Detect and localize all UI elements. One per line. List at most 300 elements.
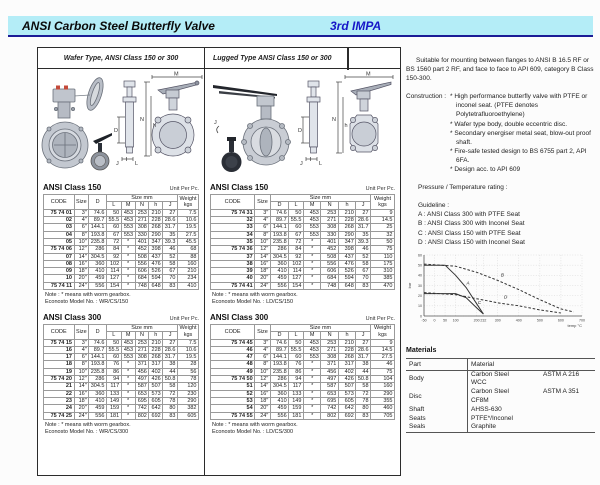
spec-row xyxy=(44,376,199,383)
spec-cell: 10" xyxy=(255,238,271,245)
spec-cell: 8" xyxy=(74,361,89,368)
spec-cell: 410 xyxy=(270,268,288,275)
spec-cell: 18" xyxy=(74,268,89,275)
spec-cell: 594 xyxy=(338,275,355,282)
spec-cell: 6" xyxy=(74,354,89,361)
spec-cell: 228 xyxy=(149,346,163,353)
spec-cell: 193.8 xyxy=(90,231,105,238)
materials-col-material: Material xyxy=(468,358,596,370)
spec-row xyxy=(44,390,199,397)
spec-cell: 10.6 xyxy=(177,346,198,353)
lugged-class150-heading: ANSI Class 150 xyxy=(210,183,269,192)
spec-cell: 308 xyxy=(135,224,149,231)
pt-rating-heading: Pressure / Temperature rating : xyxy=(418,184,508,192)
wafer-class150-table xyxy=(43,194,199,290)
spec-cell: 154 xyxy=(106,282,121,289)
unit-label: Unit Per Pc. xyxy=(169,186,199,192)
wafer-outline-front xyxy=(144,75,202,156)
spec-cell: 437 xyxy=(149,253,163,260)
spec-cell: 58 xyxy=(163,260,178,267)
spec-cell: 605 xyxy=(177,412,198,419)
col-header: CODE xyxy=(211,195,255,210)
spec-cell: 31.7 xyxy=(164,224,176,231)
spec-cell: 160 xyxy=(177,260,198,267)
spec-row xyxy=(44,354,199,361)
spec-cell: 268 xyxy=(338,224,355,231)
spec-cell: 401 xyxy=(135,238,149,245)
spec-cell: 556 xyxy=(270,282,288,289)
wafer-class150-section xyxy=(38,183,204,307)
spec-row xyxy=(44,231,199,238)
spec-cell: * xyxy=(121,275,135,282)
spec-cell: * xyxy=(121,398,135,405)
spec-cell: 802 xyxy=(135,412,149,419)
spec-cell: 92 xyxy=(289,253,304,260)
materials-col-part: Part xyxy=(406,358,468,370)
spec-row xyxy=(211,361,395,368)
spec-cell: 17 xyxy=(44,354,75,361)
spec-cell: 459 xyxy=(270,405,288,412)
lever-valve-photo-icon xyxy=(213,85,291,165)
spec-cell: 556 xyxy=(321,260,338,267)
spec-cell: 476 xyxy=(338,260,355,267)
spec-cell: 39.3 xyxy=(164,238,176,245)
dim-label-j: J xyxy=(214,120,217,126)
spec-cell: 50.8 xyxy=(357,376,369,383)
guideline-item: C : ANSI Class 150 with PTFE Seat xyxy=(418,229,521,237)
material-name: Graphite xyxy=(471,423,496,431)
material-part: Seats xyxy=(406,415,468,424)
spec-cell: 102 xyxy=(289,260,304,267)
spec-cell: 75 74 36 xyxy=(211,246,255,253)
spec-row xyxy=(211,231,395,238)
col-header: M xyxy=(121,202,135,209)
material-spec: ASTM A 216 WCC xyxy=(471,370,580,387)
spec-cell: 453 xyxy=(303,339,320,346)
svg-text:232: 232 xyxy=(480,318,487,323)
spec-cell: 75 74 01 xyxy=(44,209,75,216)
col-header: Weight kgs xyxy=(177,324,198,339)
spec-cell: 587 xyxy=(321,383,338,390)
dim-label-j2: J xyxy=(300,161,303,167)
svg-text:40: 40 xyxy=(418,273,422,278)
spec-row xyxy=(44,383,199,390)
spec-cell: 55.5 xyxy=(290,346,302,353)
spec-cell: 23 xyxy=(44,398,75,405)
guideline-heading: Guideline : xyxy=(418,202,450,210)
spec-cell: * xyxy=(303,390,320,397)
spec-row xyxy=(44,339,199,346)
spec-cell: 556 xyxy=(135,260,149,267)
spec-cell: 27 xyxy=(163,339,178,346)
spec-cell: 330 xyxy=(321,231,338,238)
spec-cell: 48 xyxy=(211,361,255,368)
spec-cell: 67 xyxy=(289,231,304,238)
spec-cell: 210 xyxy=(177,268,198,275)
spec-cell: 453 xyxy=(121,339,135,346)
spec-cell: 24" xyxy=(74,282,89,289)
spec-row xyxy=(44,224,199,231)
material-name: Carbon Steel xyxy=(471,370,509,378)
spec-cell: 304.5 xyxy=(90,253,105,260)
dim-label-n: N xyxy=(140,117,144,123)
info-column xyxy=(406,56,595,433)
spec-cell: 18 xyxy=(44,361,75,368)
construction-block xyxy=(406,92,595,174)
spec-row xyxy=(44,282,199,289)
wafer-class300-section xyxy=(38,313,204,437)
spec-cell: 371 xyxy=(135,361,149,368)
spec-cell: 347 xyxy=(338,238,355,245)
wafer-panel xyxy=(38,48,205,475)
lugged-class150-note: Note : * means with worm gearbox. xyxy=(212,292,298,299)
materials-row xyxy=(406,415,595,424)
col-header: h xyxy=(338,202,355,209)
spec-cell: 86 xyxy=(289,368,304,375)
col-header: Size mm xyxy=(270,195,370,202)
spec-cell: 360 xyxy=(89,390,107,397)
spec-cell: 05 xyxy=(44,238,75,245)
guideline-list xyxy=(418,210,595,246)
spec-cell: 642 xyxy=(149,405,163,412)
spec-cell: 268 xyxy=(338,354,355,361)
spec-cell: 587 xyxy=(135,383,149,390)
col-header: Weight kgs xyxy=(371,324,395,339)
spec-cell: 705 xyxy=(371,412,395,419)
spec-cell: 12" xyxy=(255,376,271,383)
svg-text:10: 10 xyxy=(418,303,422,308)
spec-cell: 04 xyxy=(44,231,75,238)
construction-item: * Wafer type body, double eccentric disc. xyxy=(450,120,568,128)
dim-label-n: N xyxy=(332,117,336,123)
svg-text:20: 20 xyxy=(418,293,422,298)
col-header: h xyxy=(338,332,355,339)
spec-cell: 55.5 xyxy=(290,216,302,223)
materials-table xyxy=(406,358,595,433)
spec-cell: * xyxy=(303,268,320,275)
spec-cell: 410 xyxy=(270,398,288,405)
spec-cell: 3" xyxy=(74,209,89,216)
col-header: L xyxy=(106,332,121,339)
spec-cell: 648 xyxy=(338,282,355,289)
spec-cell: 230 xyxy=(177,390,198,397)
col-header: J xyxy=(356,332,371,339)
spec-cell: 18" xyxy=(255,268,271,275)
svg-text:700: 700 xyxy=(579,318,585,323)
spec-cell: 72 xyxy=(163,390,178,397)
spec-cell: 235.8 xyxy=(270,368,288,375)
spec-cell: 253 xyxy=(321,209,338,216)
spec-cell: 50 xyxy=(106,209,121,216)
spec-cell: 144.1 xyxy=(90,224,105,231)
spec-cell: 286 xyxy=(270,376,288,383)
spec-cell: 456 xyxy=(135,368,149,375)
spec-cell: 28.6 xyxy=(357,346,369,353)
spec-cell: 09 xyxy=(44,268,75,275)
spec-cell: 149 xyxy=(289,398,304,405)
lugged-valve-illustration xyxy=(205,69,397,181)
spec-cell: 290 xyxy=(338,231,355,238)
spec-row xyxy=(44,412,199,419)
col-header: CODE xyxy=(44,324,75,339)
spec-cell: * xyxy=(303,368,320,375)
spec-cell: 67 xyxy=(106,231,121,238)
spec-cell: 60 xyxy=(106,354,121,361)
spec-cell: * xyxy=(121,368,135,375)
spec-cell: * xyxy=(303,376,320,383)
spec-cell: 75 74 41 xyxy=(211,282,255,289)
col-header: J xyxy=(163,332,178,339)
spec-cell: 84 xyxy=(106,246,121,253)
spec-cell: 7.5 xyxy=(177,209,198,216)
svg-text:400: 400 xyxy=(515,318,522,323)
col-header: L xyxy=(289,332,304,339)
spec-cell: 286 xyxy=(270,246,288,253)
spec-cell: 452 xyxy=(321,246,338,253)
spec-cell: 290 xyxy=(371,390,395,397)
spec-cell: * xyxy=(121,253,135,260)
spec-cell: 6" xyxy=(255,354,271,361)
wafer-class300-heading: ANSI Class 300 xyxy=(43,312,102,322)
spec-cell: 175 xyxy=(371,260,395,267)
wafer-class150-note: Note : * means with worm gearbox. xyxy=(45,292,131,299)
spec-cell: 83 xyxy=(356,282,371,289)
wafer-panel-header xyxy=(38,48,204,69)
spec-cell: 72 xyxy=(356,390,371,397)
spec-cell: 78 xyxy=(177,376,198,383)
spec-cell: 453 xyxy=(121,346,135,353)
spec-cell: 310 xyxy=(371,268,395,275)
material-value xyxy=(468,406,596,415)
spec-cell: * xyxy=(303,412,320,419)
spec-row xyxy=(211,354,395,361)
spec-cell: 18" xyxy=(74,398,89,405)
spec-row xyxy=(44,275,199,282)
material-part: Shaft xyxy=(406,406,468,415)
spec-cell: * xyxy=(121,412,135,419)
spec-cell: 553 xyxy=(303,231,320,238)
col-header: M xyxy=(303,332,320,339)
lugged-panel xyxy=(205,48,400,475)
spec-cell: 46 xyxy=(356,246,371,253)
spec-cell: 120 xyxy=(177,383,198,390)
spec-cell: 371 xyxy=(321,361,338,368)
spec-cell: * xyxy=(121,376,135,383)
spec-row xyxy=(44,246,199,253)
spec-cell: 68 xyxy=(177,246,198,253)
spec-cell: 355 xyxy=(371,398,395,405)
spec-cell: 606 xyxy=(321,268,338,275)
lugged-class150-section xyxy=(205,183,400,307)
spec-row xyxy=(44,361,199,368)
spec-cell: 133 xyxy=(289,390,304,397)
spec-cell: 16" xyxy=(74,260,89,267)
lugged-class300-table xyxy=(210,324,395,420)
spec-cell: 181 xyxy=(289,412,304,419)
material-name: AHSS-630 xyxy=(471,405,502,413)
spec-cell: 553 xyxy=(121,354,135,361)
spec-cell: 553 xyxy=(303,224,320,231)
spec-cell: 54 xyxy=(211,405,255,412)
spec-cell: 75 74 25 xyxy=(44,412,75,419)
spec-cell: * xyxy=(303,398,320,405)
lugged-class150-model: Econosto Model No. : LD/CS/150 xyxy=(212,299,294,306)
spec-cell: 67 xyxy=(163,268,178,275)
col-header: N xyxy=(135,332,149,339)
spec-cell: 802 xyxy=(321,412,338,419)
spec-cell: 28.6 xyxy=(164,346,176,353)
spec-cell: 28.6 xyxy=(164,216,176,223)
spec-cell: 268 xyxy=(149,224,163,231)
spec-cell: 89.7 xyxy=(89,346,107,353)
spec-row xyxy=(211,253,395,260)
spec-cell: 39.3 xyxy=(357,238,369,245)
spec-cell: 12" xyxy=(74,376,89,383)
col-header: Size mm xyxy=(106,324,177,331)
spec-cell: 553 xyxy=(121,231,135,238)
spec-cell: 03 xyxy=(44,224,75,231)
spec-cell: 642 xyxy=(338,405,355,412)
spec-cell: 14" xyxy=(255,383,271,390)
dim-label-d: D xyxy=(298,128,302,134)
col-header: J xyxy=(356,202,371,209)
col-header: Size mm xyxy=(270,324,370,331)
spec-cell: 14.5 xyxy=(371,216,395,223)
spec-cell: 8" xyxy=(255,361,271,368)
col-header: h xyxy=(149,202,163,209)
spec-row xyxy=(211,368,395,375)
spec-cell: 235.8 xyxy=(90,238,105,245)
spec-cell: 507 xyxy=(338,383,355,390)
svg-text:bar: bar xyxy=(407,282,412,289)
spec-cell: 553 xyxy=(303,354,320,361)
spec-cell: 92 xyxy=(106,253,121,260)
lugged-drawings xyxy=(205,69,400,181)
spec-cell: * xyxy=(303,282,320,289)
spec-cell: 4" xyxy=(74,216,89,223)
spec-cell: 31.7 xyxy=(357,354,369,361)
spec-cell: 89.7 xyxy=(270,216,288,223)
svg-text:600: 600 xyxy=(557,318,564,323)
guideline-block xyxy=(406,201,595,246)
spec-cell: 45.5 xyxy=(177,238,198,245)
spec-cell: 453 xyxy=(303,346,320,353)
spec-cell: 24 xyxy=(44,405,75,412)
spec-cell: 75 74 45 xyxy=(211,339,255,346)
spec-cell: 748 xyxy=(135,282,149,289)
spec-cell: 55.5 xyxy=(108,346,120,353)
spec-cell: 497 xyxy=(135,376,149,383)
spec-cell: 24" xyxy=(255,412,271,419)
spec-cell: 286 xyxy=(89,376,107,383)
spec-row xyxy=(44,268,199,275)
svg-text:500: 500 xyxy=(536,318,543,323)
spec-row xyxy=(211,282,395,289)
spec-cell: 46 xyxy=(371,361,395,368)
spec-cell: 3" xyxy=(255,339,271,346)
dim-label-d: D xyxy=(114,128,118,134)
spec-cell: 14.5 xyxy=(371,346,395,353)
spec-cell: 46 xyxy=(163,246,178,253)
spec-cell: 86 xyxy=(106,368,121,375)
spec-cell: 20" xyxy=(255,275,271,282)
spec-cell: 75 74 55 xyxy=(211,412,255,419)
spec-cell: 692 xyxy=(149,412,163,419)
construction-label: Construction : xyxy=(406,93,447,101)
small-dark-valve-icon xyxy=(217,126,242,172)
spec-cell: 695 xyxy=(135,398,149,405)
spec-cell: 453 xyxy=(121,216,135,223)
spec-cell: 76 xyxy=(106,361,121,368)
spec-cell: 39 xyxy=(211,268,255,275)
spec-cell: 40 xyxy=(211,275,255,282)
materials-heading: Materials xyxy=(406,346,437,354)
spec-cell: 16" xyxy=(255,260,271,267)
spec-cell: 28.6 xyxy=(357,216,369,223)
spec-cell: 304.5 xyxy=(90,383,105,390)
svg-text:C: C xyxy=(477,299,482,305)
spec-cell: 78 xyxy=(163,398,178,405)
spec-cell: * xyxy=(303,361,320,368)
spec-row xyxy=(211,390,395,397)
spec-cell: 52 xyxy=(211,390,255,397)
spec-cell: 114 xyxy=(106,268,121,275)
spec-cell: 80 xyxy=(356,405,371,412)
spec-row xyxy=(211,346,395,353)
spec-cell: * xyxy=(303,253,320,260)
materials-row xyxy=(406,406,595,415)
spec-cell: 330 xyxy=(135,231,149,238)
spec-cell: 94 xyxy=(106,376,121,383)
spec-cell: * xyxy=(303,275,320,282)
svg-text:50: 50 xyxy=(443,318,448,323)
spec-cell: 07 xyxy=(44,253,75,260)
spec-row xyxy=(211,398,395,405)
svg-text:-50: -50 xyxy=(421,318,427,323)
spec-cell: * xyxy=(303,238,320,245)
col-header: CODE xyxy=(211,324,255,339)
spec-cell: 104 xyxy=(371,376,395,383)
svg-text:D: D xyxy=(504,294,508,300)
svg-text:A: A xyxy=(466,280,470,286)
material-value xyxy=(468,415,596,424)
spec-cell: 27.5 xyxy=(371,354,395,361)
spec-cell: 193.8 xyxy=(270,361,288,368)
spec-cell: 49 xyxy=(211,368,255,375)
spec-cell: 317 xyxy=(149,361,163,368)
col-header: N xyxy=(321,202,338,209)
spec-row xyxy=(44,398,199,405)
spec-cell: 497 xyxy=(321,376,338,383)
spec-row xyxy=(44,253,199,260)
spec-cell: 360 xyxy=(270,260,288,267)
spec-cell: 19.5 xyxy=(177,354,198,361)
spec-cell: 8" xyxy=(255,231,271,238)
spec-cell: 133 xyxy=(106,390,121,397)
col-header: Size xyxy=(74,195,89,210)
spec-cell: 83 xyxy=(356,412,371,419)
lugged-outline-side xyxy=(301,81,320,161)
spec-cell: 181 xyxy=(106,412,121,419)
spec-cell: 70 xyxy=(356,275,371,282)
spec-cell: 16 xyxy=(44,346,75,353)
spec-cell: 50 xyxy=(106,339,121,346)
spec-cell: 08 xyxy=(44,260,75,267)
spec-row xyxy=(44,346,199,353)
spec-cell: 16" xyxy=(255,390,271,397)
spec-cell: 18" xyxy=(255,398,271,405)
spec-cell: 234 xyxy=(177,275,198,282)
